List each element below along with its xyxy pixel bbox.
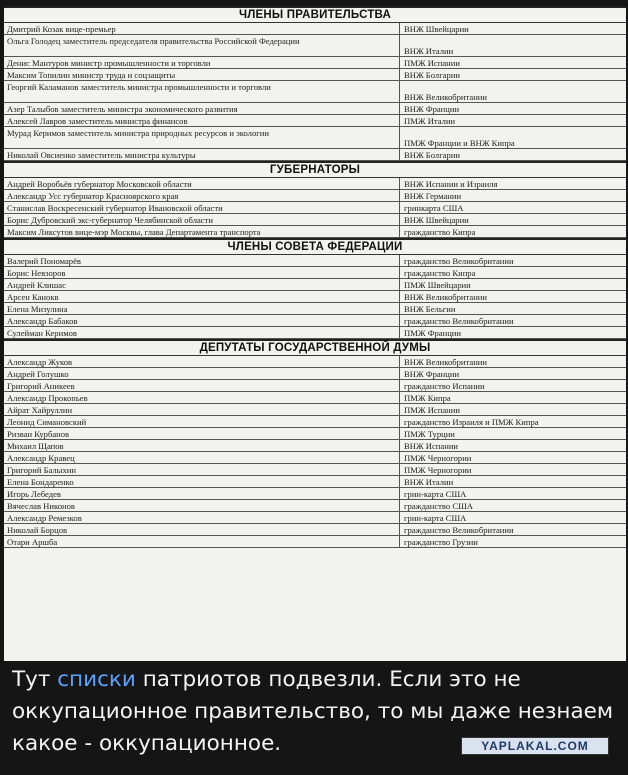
person-name: Александр Усс губернатор Красноярского края <box>4 190 400 201</box>
table-row <box>4 267 626 279</box>
person-name: Арсен Канокв <box>4 291 400 302</box>
table-row <box>4 440 626 452</box>
table-row <box>4 380 626 392</box>
person-name: Андрей Воробьёв губернатор Московской области <box>4 178 400 189</box>
table-row <box>4 226 626 238</box>
residency-status: гринкарта США <box>404 203 464 213</box>
table-row <box>4 149 626 161</box>
residency-status: ПМЖ Турции <box>404 429 455 439</box>
table-row <box>4 81 626 103</box>
table-row <box>4 178 626 190</box>
residency-status: ВНЖ Швейцарии <box>404 24 469 34</box>
person-name: Отари Аршба <box>4 536 400 547</box>
section-state-duma <box>4 339 626 548</box>
residency-status: ПМЖ Франции <box>404 328 461 338</box>
person-name: Николай Борцов <box>4 524 400 535</box>
person-name: Айрат Хайруллин <box>4 404 400 415</box>
person-name: Елена Бондаренко <box>4 476 400 487</box>
residency-status: ПМЖ Кипра <box>404 393 451 403</box>
caption-link[interactable]: списки <box>57 667 136 692</box>
residency-status: гражданство Испании <box>404 381 485 391</box>
residency-status: гражданство Израиля и ПМЖ Кипра <box>404 417 539 427</box>
person-name: Леонид Симановский <box>4 416 400 427</box>
section-federation-council <box>4 238 626 339</box>
table-row <box>4 291 626 303</box>
table-row <box>4 356 626 368</box>
table-row <box>4 190 626 202</box>
section-title: ЧЛЕНЫ СОВЕТА ФЕДЕРАЦИИ <box>4 238 626 255</box>
table-row <box>4 476 626 488</box>
person-name: Александр Прокопьев <box>4 392 400 403</box>
person-name: Михаил Щапов <box>4 440 400 451</box>
residency-status: ВНЖ Испании <box>404 441 459 451</box>
person-name: Александр Бабаков <box>4 315 400 326</box>
table-row <box>4 255 626 267</box>
residency-status: грин-карта США <box>404 513 467 523</box>
table-row <box>4 69 626 81</box>
residency-status: ПМЖ Испании <box>404 405 460 415</box>
table-row <box>4 214 626 226</box>
section-government <box>4 6 626 161</box>
residency-status: ПМЖ Черногории <box>404 465 472 475</box>
person-name: Андрей Голушко <box>4 368 400 379</box>
person-name: Борис Невзоров <box>4 267 400 278</box>
person-name: Азер Талыбов заместитель министра экономического развития <box>4 103 400 114</box>
person-name: Максим Ликсутов вице-мэр Москвы, глава Департамента транспорта <box>4 226 400 237</box>
person-name: Григорий Аникеев <box>4 380 400 391</box>
person-name: Денис Мантуров министр промышленности и торговли <box>4 57 400 68</box>
person-name: Елена Мизулина <box>4 303 400 314</box>
residency-status: ВНЖ Великобритании <box>404 292 487 302</box>
person-name: Николай Овсиенко заместитель министра культуры <box>4 149 400 160</box>
residency-status: гражданство Грузии <box>404 537 478 547</box>
residency-status: ВНЖ Болгарии <box>404 70 461 80</box>
person-name: Александр Жуков <box>4 356 400 367</box>
table-row <box>4 536 626 548</box>
person-name: Григорий Балыхин <box>4 464 400 475</box>
person-name: Валерий Пономарёв <box>4 255 400 266</box>
table-row <box>4 202 626 214</box>
section-governors <box>4 161 626 238</box>
table-row <box>4 392 626 404</box>
table-row <box>4 500 626 512</box>
person-name: Георгий Каламанов заместитель министра промышленности и торговли <box>4 81 400 102</box>
residency-status: гражданство Кипра <box>404 268 476 278</box>
residency-status: гражданство Великобритании <box>404 525 514 535</box>
person-name: Андрей Клишас <box>4 279 400 290</box>
table-row <box>4 488 626 500</box>
person-name: Вячеслав Никонов <box>4 500 400 511</box>
caption-text-after: патриотов подвезли. Если это не оккупационное правительство, то мы даже незнаем какое - оккупационное. <box>12 667 614 756</box>
residency-status: ВНЖ Италии <box>404 477 454 487</box>
residency-status: ВНЖ Бельгии <box>404 304 456 314</box>
residency-status: ВНЖ Франции <box>404 104 460 114</box>
person-name: Сулейман Керимов <box>4 327 400 338</box>
person-name: Борис Дубровский экс-губернатор Челябинской области <box>4 214 400 225</box>
residency-status: ВНЖ Германии <box>404 191 462 201</box>
residency-status: ПМЖ Италии <box>404 116 456 126</box>
table-row <box>4 524 626 536</box>
table-row <box>4 368 626 380</box>
person-name: Александр Кравец <box>4 452 400 463</box>
table-row <box>4 464 626 476</box>
person-name: Дмитрий Козак вице-премьер <box>4 23 400 34</box>
residency-status: ПМЖ Швейцарии <box>404 280 471 290</box>
person-name: Алексей Лавров заместитель министра финансов <box>4 115 400 126</box>
caption-text-before: Тут <box>12 667 58 692</box>
table-row <box>4 57 626 69</box>
person-name: Ольга Голодец заместитель председателя правительства Российской Федерации <box>4 35 400 56</box>
table-row <box>4 416 626 428</box>
person-name: Мурад Керимов заместитель министра природных ресурсов и экологии <box>4 127 400 148</box>
person-name: Игорь Лебедев <box>4 488 400 499</box>
scanned-table-image <box>4 6 626 661</box>
table-row <box>4 404 626 416</box>
person-name: Станислав Воскресенский губернатор Ивановской области <box>4 202 400 213</box>
residency-status: ПМЖ Испании <box>404 58 460 68</box>
residency-status: ВНЖ Италии <box>404 46 454 56</box>
person-name: Ризван Курбанов <box>4 428 400 439</box>
table-row <box>4 512 626 524</box>
section-title: ЧЛЕНЫ ПРАВИТЕЛЬСТВА <box>4 6 626 23</box>
person-name: Максим Топилин министр труда и соцзащиты <box>4 69 400 80</box>
residency-status: ПМЖ Черногории <box>404 453 472 463</box>
residency-status: гражданство Кипра <box>404 227 476 237</box>
residency-status: ВНЖ Великобритании <box>404 357 487 367</box>
table-row <box>4 303 626 315</box>
residency-status: гражданство Великобритании <box>404 256 514 266</box>
table-row <box>4 315 626 327</box>
residency-status: ВНЖ Франции <box>404 369 460 379</box>
residency-status: гражданство Великобритании <box>404 316 514 326</box>
person-name: Александр Ремезков <box>4 512 400 523</box>
table-row <box>4 115 626 127</box>
table-row <box>4 327 626 339</box>
residency-status: гражданство США <box>404 501 473 511</box>
residency-status: ВНЖ Великобритании <box>404 92 487 102</box>
section-title: ДЕПУТАТЫ ГОСУДАРСТВЕННОЙ ДУМЫ <box>4 339 626 356</box>
table-row <box>4 428 626 440</box>
residency-status: ВНЖ Испании и Израиля <box>404 179 498 189</box>
site-logo: YAPLAKAL.COM <box>461 737 609 755</box>
table-row <box>4 127 626 149</box>
residency-status: ВНЖ Болгарии <box>404 150 461 160</box>
residency-status: грин-карта США <box>404 489 467 499</box>
table-row <box>4 279 626 291</box>
table-row <box>4 452 626 464</box>
section-title: ГУБЕРНАТОРЫ <box>4 161 626 178</box>
table-row <box>4 103 626 115</box>
residency-status: ПМЖ Франции и ВНЖ Кипра <box>404 138 515 148</box>
table-row <box>4 35 626 57</box>
residency-status: ВНЖ Швейцарии <box>404 215 469 225</box>
table-row <box>4 23 626 35</box>
